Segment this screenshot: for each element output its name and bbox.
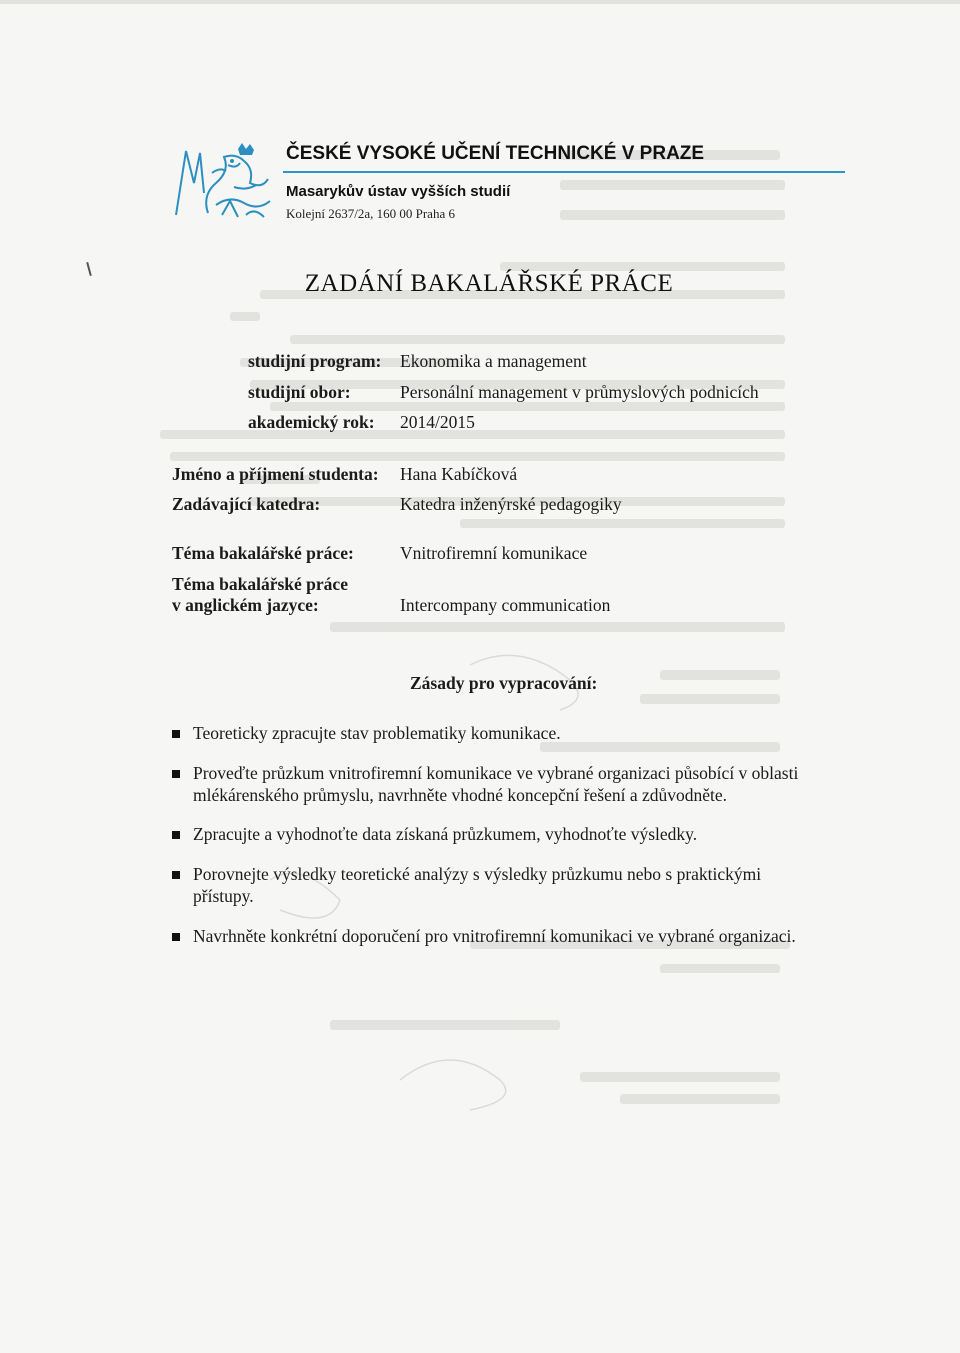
institute-name: Masarykův ústav vyšších studií <box>286 183 511 200</box>
cvut-lion-logo-icon <box>172 143 276 221</box>
institute-address: Kolejní 2637/2a, 160 00 Praha 6 <box>286 206 455 221</box>
bullet-square-icon <box>172 730 180 738</box>
bullet-square-icon <box>172 933 180 941</box>
bullet-square-icon <box>172 871 180 879</box>
rok-value: 2014/2015 <box>400 412 475 432</box>
obor-value: Personální management v průmyslových podnicích <box>400 382 759 402</box>
zasady-item-line: Zpracujte a vyhodnoťte data získaná průzkumem, vyhodnoťte výsledky. <box>193 824 698 844</box>
zasady-item-line: Proveďte průzkum vnitrofiremní komunikace ve vybrané organizaci působící v oblasti <box>193 763 799 783</box>
zasady-item-line: Porovnejte výsledky teoretické analýzy s výsledky průzkumu nebo s praktickými <box>193 864 762 884</box>
header-rule <box>283 171 845 173</box>
tema-en-label-line2: v anglickém jazyce: <box>172 595 319 615</box>
tema-en-value: Intercompany communication <box>400 595 611 615</box>
zasady-item-line: přístupy. <box>193 886 254 906</box>
tema-label: Téma bakalářské práce: <box>172 543 354 563</box>
program-label: studijní program: <box>248 351 382 371</box>
zasady-item-line: Navrhněte konkrétní doporučení pro vnitrofiremní komunikaci ve vybrané organizaci. <box>193 926 796 946</box>
bullet-square-icon <box>172 770 180 778</box>
university-name: ČESKÉ VYSOKÉ UČENÍ TECHNICKÉ V PRAZE <box>286 143 705 164</box>
program-value: Ekonomika a management <box>400 351 587 371</box>
bullet-square-icon <box>172 831 180 839</box>
tema-en-label-line1: Téma bakalářské práce <box>172 574 348 594</box>
student-label: Jméno a příjmení studenta: <box>172 464 379 484</box>
document-title <box>0 270 960 298</box>
document-title-text: ZADÁNÍ BAKALÁŘSKÉ PRÁCE <box>304 270 674 297</box>
katedra-value: Katedra inženýrské pedagogiky <box>400 494 622 514</box>
zasady-heading: Zásady pro vypracování: <box>410 673 598 693</box>
tema-value: Vnitrofiremní komunikace <box>400 543 588 563</box>
rok-label: akademický rok: <box>248 412 375 432</box>
zasady-item-line: mlékárenského průmyslu, navrhněte vhodné koncepční řešení a zdůvodněte. <box>193 785 728 805</box>
katedra-label: Zadávající katedra: <box>172 494 321 514</box>
student-value: Hana Kabíčková <box>400 464 518 484</box>
obor-label: studijní obor: <box>248 382 351 402</box>
zasady-item-line: Teoreticky zpracujte stav problematiky komunikace. <box>193 723 561 743</box>
